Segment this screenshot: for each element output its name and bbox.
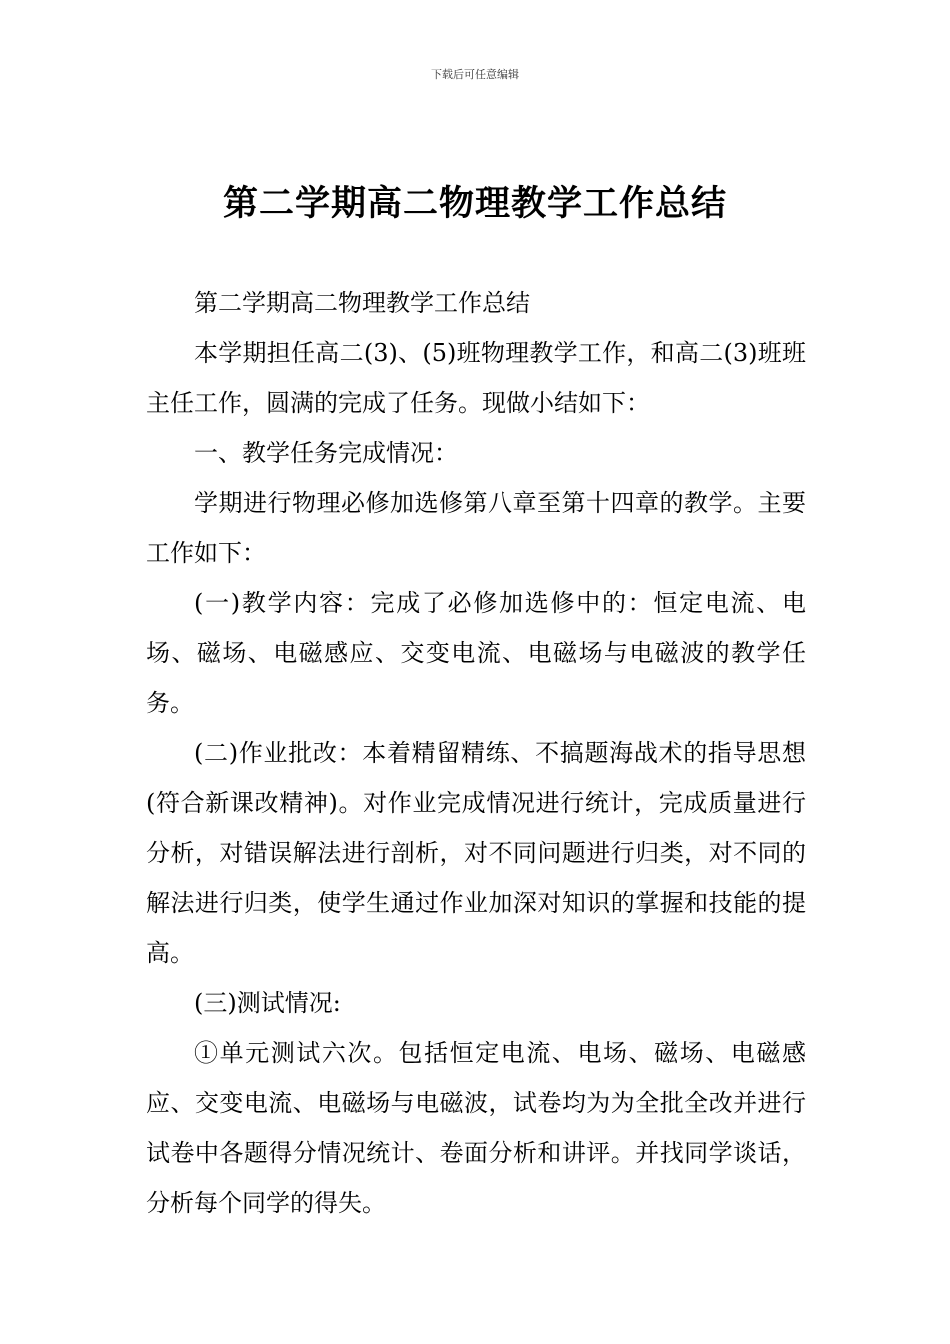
- section-heading-1: 一、教学任务完成情况：: [194, 439, 458, 467]
- paragraph-intro: 本学期担任高二(3)、(5)班物理教学工作，和高二(3)班班主任工作，圆满的完成了任务。现做小结如下：: [146, 339, 806, 417]
- header-note: 下载后可任意编辑: [431, 68, 519, 81]
- paragraph-teaching-content: (一)教学内容：完成了必修加选修中的：恒定电流、电场、磁场、电磁感应、交变电流、电磁场与电磁波的教学任务。: [146, 589, 806, 717]
- paragraph-unit-tests: ①单元测试六次。包括恒定电流、电场、磁场、电磁感应、交变电流、电磁场与电磁波，试卷均为为全批全改并进行试卷中各题得分情况统计、卷面分析和讲评。并找同学谈话，分析每个同学的得失。: [146, 1039, 806, 1217]
- document-title: 第二学期高二物理教学工作总结: [222, 184, 727, 224]
- paragraph-overview: 学期进行物理必修加选修第八章至第十四章的教学。主要工作如下：: [146, 489, 806, 567]
- paragraph-testing-heading: (三)测试情况:: [194, 989, 341, 1017]
- paragraph-subtitle: 第二学期高二物理教学工作总结: [194, 289, 530, 317]
- document-body: [146, 278, 806, 1228]
- paragraph-homework: (二)作业批改：本着精留精练、不搞题海战术的指导思想(符合新课改精神)。对作业完成情况进行统计，完成质量进行分析，对错误解法进行剖析，对不同问题进行归类，对不同的解法进行归类，使学生通过作业加深对知识的掌握和技能的提高。: [146, 739, 806, 967]
